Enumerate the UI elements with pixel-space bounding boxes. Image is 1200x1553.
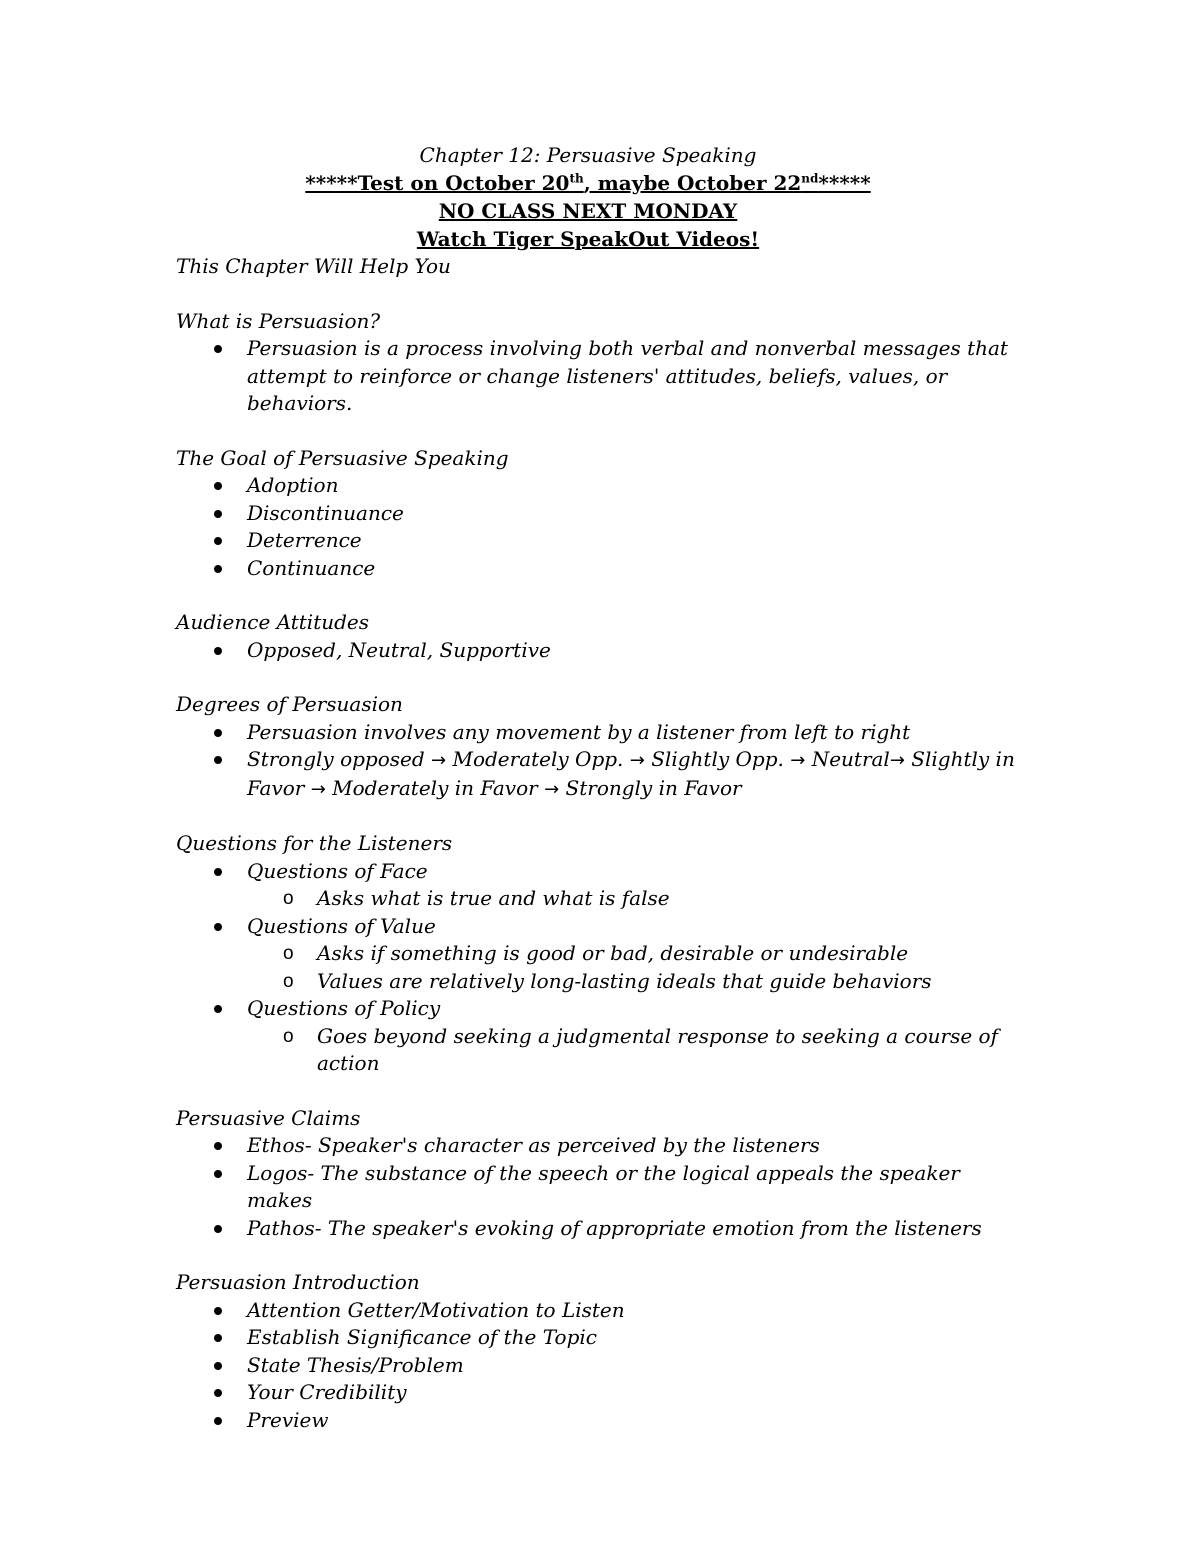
attitudes-list bbox=[176, 637, 1026, 665]
watch-videos-notice: Watch Tiger SpeakOut Videos! bbox=[416, 227, 760, 251]
list-item: Logos- The substance of the speech or the logical appeals the speaker makes bbox=[176, 1160, 1026, 1215]
right-arrow-icon: → bbox=[310, 778, 326, 800]
help-heading: This Chapter Will Help You bbox=[176, 254, 451, 278]
intro-heading: Persuasion Introduction bbox=[176, 1270, 420, 1294]
goal-list bbox=[176, 472, 1026, 582]
list-item: Discontinuance bbox=[176, 500, 1026, 528]
list-item: Questions of Value bbox=[176, 913, 1026, 941]
sub-list-item: o Asks what is true and what is false bbox=[176, 885, 1026, 913]
claims-heading: Persuasive Claims bbox=[176, 1105, 361, 1130]
list-item: Ethos- Speaker's character as perceived by the listeners bbox=[176, 1132, 1026, 1160]
list-item: Questions of Policy bbox=[176, 995, 1026, 1023]
document-content bbox=[176, 141, 1026, 1434]
list-item: Pathos- The speaker's evoking of appropriate emotion from the listeners bbox=[176, 1215, 1026, 1243]
sub-list-item: o Goes beyond seeking a judgmental response to seeking a course of action bbox=[176, 1023, 1026, 1078]
list-item: Adoption bbox=[176, 472, 1026, 500]
right-arrow-icon: → bbox=[629, 750, 645, 771]
list-item: Persuasion involves any movement by a listener from left to right bbox=[176, 719, 1026, 747]
list-item: Opposed, Neutral, Supportive bbox=[176, 637, 1026, 665]
sub-list-item: o Values are relatively long-lasting ideals that guide behaviors bbox=[176, 968, 1026, 996]
questions-heading: Questions for the Listeners bbox=[176, 831, 453, 855]
right-arrow-icon: → bbox=[544, 778, 560, 800]
list-item: Establish Significance of the Topic bbox=[176, 1324, 1026, 1352]
no-class-notice: NO CLASS NEXT MONDAY bbox=[438, 199, 738, 223]
right-arrow-icon: → bbox=[790, 750, 806, 771]
list-item: State Thesis/Problem bbox=[176, 1352, 1026, 1380]
list-item: Persuasion is a process involving both verbal and nonverbal messages that attempt to reinforce or change listeners' attitudes, beliefs, values, or behaviors. bbox=[176, 335, 1026, 418]
persuasion-heading: What is Persuasion? bbox=[176, 308, 381, 333]
goal-heading: The Goal of Persuasive Speaking bbox=[176, 445, 509, 470]
list-item: Attention Getter/Motivation to Listen bbox=[176, 1297, 1026, 1325]
list-item: Continuance bbox=[176, 555, 1026, 583]
degrees-heading: Degrees of Persuasion bbox=[176, 692, 403, 716]
degrees-list bbox=[176, 719, 1026, 804]
persuasion-scale-item: Strongly opposed → Moderately Opp. → Slightly Opp. → Neutral→ Slightly in Favor → Moderately in Favor → Strongly in Favor bbox=[176, 746, 1026, 803]
claims-list bbox=[176, 1132, 1026, 1242]
persuasion-list bbox=[176, 335, 1026, 418]
right-arrow-icon: → bbox=[431, 750, 447, 771]
right-arrow-icon: → bbox=[889, 750, 905, 771]
list-item: Questions of Face bbox=[176, 858, 1026, 886]
list-item: Your Credibility bbox=[176, 1379, 1026, 1407]
questions-list bbox=[176, 858, 1026, 1078]
intro-list bbox=[176, 1297, 1026, 1435]
list-item: Deterrence bbox=[176, 527, 1026, 555]
test-notice: *****Test on October 20th, maybe October 22nd***** bbox=[305, 171, 871, 195]
attitudes-heading: Audience Attitudes bbox=[176, 610, 370, 634]
chapter-title: Chapter 12: Persuasive Speaking bbox=[419, 143, 757, 167]
list-item: Preview bbox=[176, 1407, 1026, 1435]
sub-list-item: o Asks if something is good or bad, desirable or undesirable bbox=[176, 940, 1026, 968]
